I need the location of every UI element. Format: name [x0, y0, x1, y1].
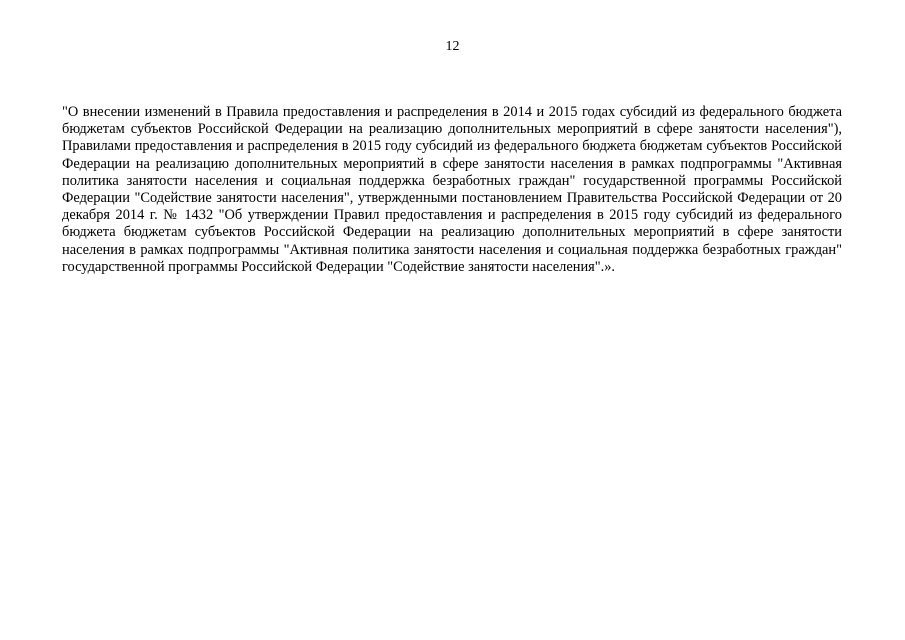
page-number: 12 [445, 39, 460, 54]
body-paragraph: "О внесении изменений в Правила предоставления и распределения в 2014 и 2015 годах субсидий из федерального бюджета бюджетам субъектов Российской Федерации на реализацию дополнительных мероприятий в сфере занятости населения"), Правилами предоставления и распределения в 2015 году субсидий из федерального бюджета бюджетам субъектов Российской Федерации на реализацию дополнительных мероприятий в сфере занятости населения в рамках подпрограммы "Активная политика занятости населения и социальная поддержка безработных граждан" государственной программы Российской Федерации "Содействие занятости населения", утвержденными постановлением Правительства Российской Федерации от 20 декабря 2014 г. № 1432 "Об утверждении Правил предоставления и распределения в 2015 году субсидий из федерального бюджета бюджетам субъектов Российской Федерации на реализацию дополнительных мероприятий в сфере занятости населения в рамках подпрограммы "Активная политика занятости населения и социальная поддержка безработных граждан" государственной программы Российской Федерации "Содействие занятости населения".». [62, 104, 842, 275]
